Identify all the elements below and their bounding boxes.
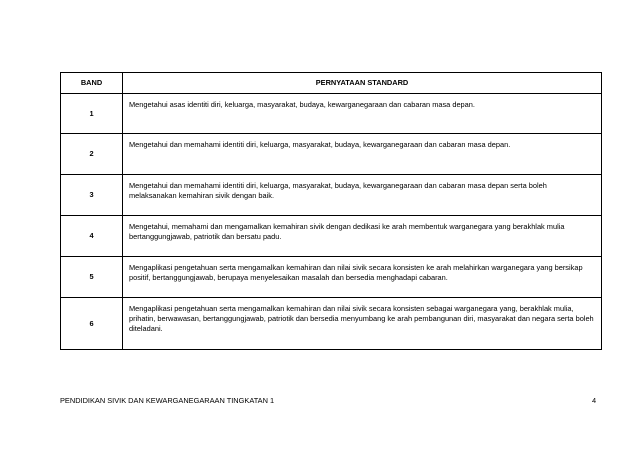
table-row (61, 175, 602, 216)
table-row (61, 134, 602, 175)
band-cell: 2 (61, 134, 123, 175)
page-number: 4 (592, 396, 597, 405)
statement-cell: Mengaplikasi pengetahuan serta mengamalkan kemahiran dan nilai sivik secara konsisten ke arah melahirkan warganegara yang bersikap positif, bertanggungjawab, berupaya menyelesaikan masalah dan bersedia menghadapi cabaran. (123, 257, 602, 298)
standard-table (60, 72, 602, 350)
band-cell: 1 (61, 94, 123, 134)
band-cell: 6 (61, 298, 123, 350)
table-row (61, 94, 602, 134)
band-cell: 4 (61, 216, 123, 257)
table-row (61, 257, 602, 298)
footer-title: PENDIDIKAN SIVIK DAN KEWARGANEGARAAN TINGKATAN 1 (60, 396, 275, 405)
band-cell: 5 (61, 257, 123, 298)
statement-cell: Mengetahui asas identiti diri, keluarga, masyarakat, budaya, kewarganegaraan dan cabaran masa depan. (123, 94, 602, 134)
table-row (61, 298, 602, 350)
table-header-row (61, 73, 602, 94)
band-cell: 3 (61, 175, 123, 216)
statement-cell: Mengaplikasi pengetahuan serta mengamalkan kemahiran dan nilai sivik secara konsisten sebagai warganegara yang, berakhlak mulia, prihatin, berwawasan, bertanggungjawab, patriotik dan bersedia menyumbang ke arah pembangunan diri, masyarakat dan negara serta boleh diteladani. (123, 298, 602, 350)
statement-cell: Mengetahui, memahami dan mengamalkan kemahiran sivik dengan dedikasi ke arah membentuk warganegara yang berakhlak mulia bertanggungjawab, patriotik dan bersatu padu. (123, 216, 602, 257)
band-header: BAND (61, 73, 123, 94)
statement-header: PERNYATAAN STANDARD (123, 73, 602, 94)
statement-cell: Mengetahui dan memahami identiti diri, keluarga, masyarakat, budaya, kewarganegaraan dan cabaran masa depan. (123, 134, 602, 175)
statement-cell: Mengetahui dan memahami identiti diri, keluarga, masyarakat, budaya, kewarganegaraan dan cabaran masa depan serta boleh melaksanakan kemahiran sivik dengan baik. (123, 175, 602, 216)
table-row (61, 216, 602, 257)
